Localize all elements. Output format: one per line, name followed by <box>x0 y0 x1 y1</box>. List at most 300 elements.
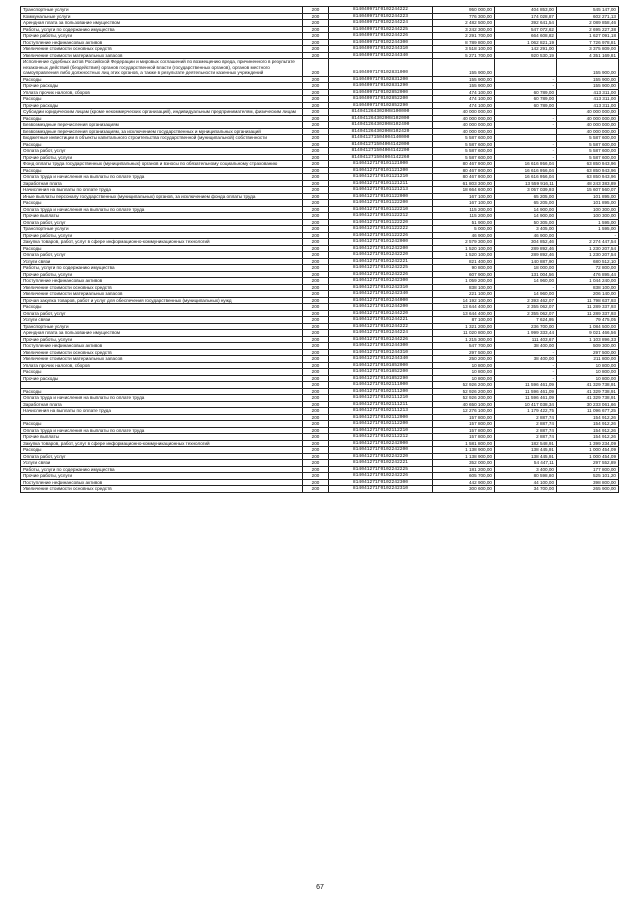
row-approved-cell: 250 200,00 <box>433 356 495 363</box>
row-approved-cell: 474 100,00 <box>433 89 495 96</box>
row-line-code-cell: 200 <box>303 356 329 363</box>
row-line-code-cell: 200 <box>303 174 329 181</box>
row-executed-cell: 80 598,80 <box>495 473 557 480</box>
row-approved-cell: 1 581 800,00 <box>433 440 495 447</box>
row-remaining-cell: - <box>557 232 619 239</box>
row-approved-cell: 821 400,00 <box>433 258 495 265</box>
row-remaining-cell: 1 595,00 <box>557 226 619 233</box>
row-line-code-cell: 200 <box>303 135 329 142</box>
row-line-code-cell: 200 <box>303 421 329 428</box>
row-name-cell: Расходы <box>21 76 303 83</box>
row-approved-cell: 3 242 300,00 <box>433 26 495 33</box>
row-name-cell: Начисления на выплаты по оплате труда <box>21 187 303 194</box>
row-approved-cell: 14 192 100,00 <box>433 297 495 304</box>
row-name-cell: Прочие выплаты <box>21 434 303 441</box>
row-line-code-cell: 200 <box>303 7 329 14</box>
row-approved-cell: 10 800,00 <box>433 362 495 369</box>
row-executed-cell: 138 445,91 <box>495 447 557 454</box>
row-approved-cell: 90 800,00 <box>433 265 495 272</box>
row-budget-code-cell: 814041271Г0101122222 <box>329 226 433 233</box>
row-line-code-cell: 200 <box>303 336 329 343</box>
row-remaining-cell: 155 900,00 <box>557 83 619 90</box>
row-executed-cell: 2 887,74 <box>495 427 557 434</box>
row-executed-cell: 65 205,00 <box>495 193 557 200</box>
row-budget-code-cell: 814040971Г0102831000 <box>329 59 433 77</box>
row-name-cell: Расходы <box>21 200 303 207</box>
row-executed-cell: 38 400,00 <box>495 343 557 350</box>
row-name-cell: Оплата работ, услуг <box>21 252 303 259</box>
row-approved-cell: 181 200,00 <box>433 466 495 473</box>
row-line-code-cell: 200 <box>303 213 329 220</box>
row-line-code-cell: 200 <box>303 102 329 109</box>
row-name-cell: Расходы <box>21 447 303 454</box>
row-line-code-cell: 200 <box>303 167 329 174</box>
row-remaining-cell: 11 096 677,25 <box>557 408 619 415</box>
row-line-code-cell: 200 <box>303 76 329 83</box>
row-remaining-cell: 177 800,00 <box>557 466 619 473</box>
row-remaining-cell: 41 329 738,91 <box>557 395 619 402</box>
row-executed-cell: 392 641,54 <box>495 20 557 27</box>
row-executed-cell: - <box>495 375 557 382</box>
row-approved-cell: 10 800,00 <box>433 369 495 376</box>
row-line-code-cell: 200 <box>303 252 329 259</box>
row-line-code-cell: 200 <box>303 375 329 382</box>
row-approved-cell: 157 800,00 <box>433 421 495 428</box>
row-remaining-cell: 525 101,20 <box>557 473 619 480</box>
row-line-code-cell: 200 <box>303 148 329 155</box>
row-line-code-cell: 200 <box>303 343 329 350</box>
row-line-code-cell: 200 <box>303 479 329 486</box>
row-approved-cell: 352 000,00 <box>433 460 495 467</box>
row-line-code-cell: 200 <box>303 382 329 389</box>
row-line-code-cell: 200 <box>303 245 329 252</box>
row-line-code-cell: 200 <box>303 96 329 103</box>
row-remaining-cell: 41 329 738,91 <box>557 382 619 389</box>
row-line-code-cell: 200 <box>303 362 329 369</box>
row-executed-cell: - <box>495 369 557 376</box>
row-budget-code-cell: 814040971Г0102852200 <box>329 96 433 103</box>
row-executed-cell: 664 608,82 <box>495 33 557 40</box>
row-approved-cell: 157 800,00 <box>433 434 495 441</box>
row-approved-cell: 80 467 900,00 <box>433 161 495 168</box>
row-approved-cell: 5 271 700,00 <box>433 52 495 59</box>
row-budget-code-cell: 814040971Г0102244224 <box>329 20 433 27</box>
row-budget-code-cell: 814040971Г0102852000 <box>329 89 433 96</box>
row-remaining-cell: 63 850 943,96 <box>557 167 619 174</box>
row-budget-code-cell: 814041271Г0102111000 <box>329 382 433 389</box>
row-approved-cell: 442 900,00 <box>433 479 495 486</box>
row-line-code-cell: 200 <box>303 109 329 116</box>
row-remaining-cell: 1 230 207,54 <box>557 245 619 252</box>
row-name-cell: Увеличение стоимости материальных запасов <box>21 356 303 363</box>
row-line-code-cell: 200 <box>303 39 329 46</box>
row-remaining-cell: 15 607 560,07 <box>557 187 619 194</box>
row-name-cell: Оплата труда и начисления на выплаты по оплате труда <box>21 206 303 213</box>
row-budget-code-cell: 814041271Г0101852290 <box>329 375 433 382</box>
row-remaining-cell: 297 500,00 <box>557 349 619 356</box>
row-name-cell: Расходы <box>21 115 303 122</box>
row-name-cell: Прочие работы, услуги <box>21 232 303 239</box>
row-remaining-cell: 40 000 000,00 <box>557 115 619 122</box>
row-executed-cell: 2 393 462,07 <box>495 297 557 304</box>
row-executed-cell: 14 900,00 <box>495 213 557 220</box>
row-approved-cell: 547 700,00 <box>433 343 495 350</box>
row-line-code-cell: 200 <box>303 46 329 53</box>
row-budget-code-cell: 814040971Г0102244223 <box>329 13 433 20</box>
row-executed-cell: 2 887,74 <box>495 421 557 428</box>
row-approved-cell: 46 900,00 <box>433 232 495 239</box>
row-line-code-cell: 200 <box>303 33 329 40</box>
row-line-code-cell: 200 <box>303 258 329 265</box>
row-line-code-cell: 200 <box>303 291 329 298</box>
table-body <box>21 7 619 493</box>
row-remaining-cell: 5 587 600,00 <box>557 135 619 142</box>
row-budget-code-cell: 814041271504004142000 <box>329 141 433 148</box>
row-line-code-cell: 200 <box>303 161 329 168</box>
row-executed-cell: 3 057 039,93 <box>495 187 557 194</box>
row-line-code-cell: 200 <box>303 26 329 33</box>
row-executed-cell: 60 789,00 <box>495 102 557 109</box>
row-remaining-cell: 10 800,00 <box>557 362 619 369</box>
row-approved-cell: 1 321 200,00 <box>433 323 495 330</box>
row-approved-cell: 40 650 100,00 <box>433 401 495 408</box>
row-line-code-cell: 200 <box>303 83 329 90</box>
row-remaining-cell: 1 000 454,09 <box>557 453 619 460</box>
row-executed-cell: 289 892,46 <box>495 252 557 259</box>
row-name-cell: Прочие выплаты <box>21 213 303 220</box>
row-executed-cell: 44 100,00 <box>495 479 557 486</box>
row-line-code-cell: 200 <box>303 89 329 96</box>
row-line-code-cell: 200 <box>303 460 329 467</box>
row-budget-code-cell: 814040971Г0102244222 <box>329 7 433 14</box>
row-line-code-cell: 200 <box>303 395 329 402</box>
row-budget-code-cell: 814041271Г0102112210 <box>329 427 433 434</box>
row-name-cell: Начисления на выплаты по оплате труда <box>21 408 303 415</box>
row-budget-code-cell: 814041271Г0102242221 <box>329 460 433 467</box>
row-name-cell: Иные выплаты персоналу государственных (муниципальных) органов, за исключением фонда оплаты труда <box>21 193 303 200</box>
row-name-cell: Расходы <box>21 421 303 428</box>
row-line-code-cell: 200 <box>303 408 329 415</box>
row-budget-code-cell: 814041271504004142260 <box>329 154 433 161</box>
row-name-cell: Услуги связи <box>21 258 303 265</box>
row-approved-cell: 474 100,00 <box>433 102 495 109</box>
row-approved-cell: 1 138 900,00 <box>433 453 495 460</box>
budget-table-container <box>20 6 618 493</box>
row-name-cell: Оплата труда и начисления на выплаты по оплате труда <box>21 174 303 181</box>
row-approved-cell: 61 803 300,00 <box>433 180 495 187</box>
row-approved-cell: 607 900,00 <box>433 271 495 278</box>
row-budget-code-cell: 814041271Г0101242200 <box>329 245 433 252</box>
row-budget-code-cell: 814041271Г0101121200 <box>329 167 433 174</box>
row-executed-cell: 60 789,00 <box>495 96 557 103</box>
row-name-cell: Оплата труда и начисления на выплаты по оплате труда <box>21 395 303 402</box>
row-name-cell: Расходы <box>21 141 303 148</box>
row-remaining-cell: 79 475,05 <box>557 317 619 324</box>
row-approved-cell: 1 520 100,00 <box>433 252 495 259</box>
row-line-code-cell: 200 <box>303 447 329 454</box>
row-executed-cell: 3 400,00 <box>495 466 557 473</box>
row-executed-cell: 14 900,00 <box>495 206 557 213</box>
row-budget-code-cell: 814041271Г0102242310 <box>329 486 433 493</box>
row-line-code-cell: 200 <box>303 473 329 480</box>
row-line-code-cell: 200 <box>303 13 329 20</box>
row-executed-cell: 111 403,67 <box>495 336 557 343</box>
row-budget-code-cell: 814041271Г0101242220 <box>329 252 433 259</box>
row-budget-code-cell: 814041271504004142200 <box>329 148 433 155</box>
row-approved-cell: 13 644 400,00 <box>433 310 495 317</box>
row-approved-cell: 297 500,00 <box>433 349 495 356</box>
row-executed-cell: 142 291,00 <box>495 46 557 53</box>
row-line-code-cell: 200 <box>303 20 329 27</box>
row-executed-cell: 2 355 062,07 <box>495 304 557 311</box>
row-remaining-cell: 1 044 240,00 <box>557 278 619 285</box>
row-budget-code-cell: 814041271Г0101121213 <box>329 187 433 194</box>
row-executed-cell: 304 852,46 <box>495 239 557 246</box>
row-name-cell: Прочие расходы <box>21 102 303 109</box>
row-executed-cell: 182 548,91 <box>495 440 557 447</box>
row-executed-cell: 18 000,00 <box>495 265 557 272</box>
row-executed-cell: 11 596 461,09 <box>495 388 557 395</box>
row-remaining-cell: 155 900,00 <box>557 76 619 83</box>
row-budget-code-cell: 814041271Г0101121211 <box>329 180 433 187</box>
row-budget-code-cell: 814041271Г0102112212 <box>329 434 433 441</box>
row-executed-cell: 65 205,00 <box>495 200 557 207</box>
row-remaining-cell: 155 900,00 <box>557 59 619 77</box>
row-approved-cell: 167 100,00 <box>433 200 495 207</box>
row-remaining-cell: 11 289 337,93 <box>557 304 619 311</box>
row-name-cell: Заработная плата <box>21 401 303 408</box>
row-executed-cell: - <box>495 83 557 90</box>
row-remaining-cell: 11 798 637,93 <box>557 297 619 304</box>
row-name-cell: Оплата труда и начисления на выплаты по оплате труда <box>21 427 303 434</box>
row-line-code-cell: 200 <box>303 200 329 207</box>
row-remaining-cell: 10 800,00 <box>557 375 619 382</box>
row-budget-code-cell: 814041271Г0102112000 <box>329 414 433 421</box>
row-budget-code-cell: 814041271Г0102242226 <box>329 473 433 480</box>
row-executed-cell: - <box>495 141 557 148</box>
row-remaining-cell: 1 084 500,00 <box>557 323 619 330</box>
row-line-code-cell: 200 <box>303 310 329 317</box>
row-remaining-cell: 211 800,00 <box>557 356 619 363</box>
row-name-cell: Закупка товаров, работ, услуг в сфере информационно-коммуникационных технологий <box>21 239 303 246</box>
row-name-cell: Коммунальные услуги <box>21 13 303 20</box>
row-remaining-cell: 413 311,00 <box>557 89 619 96</box>
row-name-cell: Прочие работы, услуги <box>21 473 303 480</box>
row-budget-code-cell: 814040971Г0102244340 <box>329 52 433 59</box>
row-approved-cell: 605 700,00 <box>433 473 495 480</box>
row-name-cell: Прочие работы, услуги <box>21 33 303 40</box>
row-remaining-cell: 398 800,00 <box>557 479 619 486</box>
row-budget-code-cell: 814040971Г0102244225 <box>329 26 433 33</box>
row-executed-cell: 1 179 422,75 <box>495 408 557 415</box>
row-executed-cell: 10 417 038,34 <box>495 401 557 408</box>
row-approved-cell: 115 200,00 <box>433 213 495 220</box>
row-budget-code-cell: 814041271Г0101244222 <box>329 323 433 330</box>
row-line-code-cell: 200 <box>303 271 329 278</box>
row-remaining-cell: 7 726 978,81 <box>557 39 619 46</box>
row-executed-cell: - <box>495 284 557 291</box>
row-budget-code-cell: 814041271Г0101122220 <box>329 219 433 226</box>
row-line-code-cell: 200 <box>303 232 329 239</box>
row-remaining-cell: 100 300,00 <box>557 213 619 220</box>
row-budget-code-cell: 814041264302008102420 <box>329 128 433 135</box>
row-name-cell: Расходы <box>21 388 303 395</box>
row-budget-code-cell: 814041271Г0101244000 <box>329 297 433 304</box>
row-line-code-cell: 200 <box>303 440 329 447</box>
row-remaining-cell: 4 351 169,81 <box>557 52 619 59</box>
row-line-code-cell: 200 <box>303 278 329 285</box>
row-executed-cell: 16 616 956,04 <box>495 161 557 168</box>
row-name-cell: Транспортные услуги <box>21 226 303 233</box>
row-remaining-cell: 1 000 454,09 <box>557 447 619 454</box>
row-remaining-cell: 154 912,26 <box>557 434 619 441</box>
row-line-code-cell: 200 <box>303 193 329 200</box>
row-executed-cell: 50 305,00 <box>495 219 557 226</box>
row-name-cell: Исполнение судебных актов Российской Федерации и мировых соглашений по возмещению вреда, причиненного в результате незаконных действий (бездействия) органов государственной власти (государственных органов), органов местного самоуправления либо должностных лиц этих органов, а также в результате деятельности казенных учреждений <box>21 59 303 77</box>
row-budget-code-cell: 814041271Г0101242310 <box>329 284 433 291</box>
row-line-code-cell: 200 <box>303 330 329 337</box>
row-executed-cell: 13 559 916,11 <box>495 180 557 187</box>
row-budget-code-cell: 814040971Г0102852290 <box>329 102 433 109</box>
row-executed-cell: 138 445,91 <box>495 453 557 460</box>
row-budget-code-cell: 814041271Г0101122210 <box>329 206 433 213</box>
row-budget-code-cell: 814041271Г0101242226 <box>329 271 433 278</box>
row-budget-code-cell: 814041271Г0102242300 <box>329 479 433 486</box>
row-remaining-cell: 2 089 858,46 <box>557 20 619 27</box>
row-approved-cell: 155 900,00 <box>433 76 495 83</box>
row-approved-cell: 5 587 600,00 <box>433 135 495 142</box>
row-approved-cell: 40 000 000,00 <box>433 122 495 129</box>
row-name-cell: Оплата работ, услуг <box>21 453 303 460</box>
row-executed-cell: 174 028,87 <box>495 13 557 20</box>
row-remaining-cell: 265 900,00 <box>557 486 619 493</box>
row-remaining-cell: 5 587 600,00 <box>557 154 619 161</box>
row-name-cell: Работы, услуги по содержанию имущества <box>21 265 303 272</box>
row-remaining-cell: 10 800,00 <box>557 369 619 376</box>
row-line-code-cell: 200 <box>303 226 329 233</box>
row-budget-code-cell: 814041271Г0101242225 <box>329 265 433 272</box>
row-budget-code-cell: 814041271Г0101244221 <box>329 317 433 324</box>
row-approved-cell: 40 000 000,00 <box>433 128 495 135</box>
row-remaining-cell: 154 912,26 <box>557 414 619 421</box>
row-remaining-cell: 40 000 000,00 <box>557 128 619 135</box>
row-name-cell: Арендная плата за пользование имуществом <box>21 330 303 337</box>
row-name-cell: Оплата работ, услуг <box>21 310 303 317</box>
row-remaining-cell: 1 103 896,33 <box>557 336 619 343</box>
row-budget-code-cell: 814041271Г0101852200 <box>329 369 433 376</box>
row-executed-cell: 16 616 956,04 <box>495 174 557 181</box>
row-name-cell: Уплата прочих налогов, сборов <box>21 362 303 369</box>
row-approved-cell: 8 789 800,00 <box>433 39 495 46</box>
row-name-cell: Оплата работ, услуг <box>21 148 303 155</box>
row-remaining-cell: 72 800,00 <box>557 265 619 272</box>
row-line-code-cell: 200 <box>303 187 329 194</box>
row-line-code-cell: 200 <box>303 128 329 135</box>
row-budget-code-cell: 814041271Г0101122000 <box>329 193 433 200</box>
row-budget-code-cell: 814041271Г0101244310 <box>329 349 433 356</box>
row-budget-code-cell: 814041271Г0102242200 <box>329 447 433 454</box>
row-name-cell: Прочие работы, услуги <box>21 271 303 278</box>
row-approved-cell: 52 926 200,00 <box>433 382 495 389</box>
row-budget-code-cell: 814041271Г0102242220 <box>329 453 433 460</box>
row-budget-code-cell: 814041271Г0102112200 <box>329 421 433 428</box>
row-executed-cell: 11 596 461,09 <box>495 395 557 402</box>
row-executed-cell: 14 960,00 <box>495 278 557 285</box>
row-approved-cell: 1 520 100,00 <box>433 245 495 252</box>
row-executed-cell: 14 960,00 <box>495 291 557 298</box>
row-approved-cell: 5 587 600,00 <box>433 148 495 155</box>
row-budget-code-cell: 814040971Г0102244300 <box>329 39 433 46</box>
row-name-cell: Увеличение стоимости материальных запасов <box>21 52 303 59</box>
row-remaining-cell: 1 230 207,54 <box>557 252 619 259</box>
row-approved-cell: 950 000,00 <box>433 7 495 14</box>
row-line-code-cell: 200 <box>303 52 329 59</box>
row-approved-cell: 5 587 600,00 <box>433 154 495 161</box>
row-name-cell: Увеличение стоимости основных средств <box>21 349 303 356</box>
row-line-code-cell: 200 <box>303 388 329 395</box>
row-executed-cell: 11 596 461,09 <box>495 382 557 389</box>
row-budget-code-cell: 814041271504004140000 <box>329 135 433 142</box>
row-name-cell: Транспортные услуги <box>21 7 303 14</box>
row-line-code-cell: 200 <box>303 180 329 187</box>
row-remaining-cell: 101 895,00 <box>557 193 619 200</box>
row-approved-cell: 12 276 100,00 <box>433 408 495 415</box>
row-budget-code-cell: 814041271Г0102111210 <box>329 395 433 402</box>
row-budget-code-cell: 814041271Г0102242000 <box>329 440 433 447</box>
row-remaining-cell: 40 000 000,00 <box>557 109 619 116</box>
row-line-code-cell: 200 <box>303 486 329 493</box>
row-line-code-cell: 200 <box>303 453 329 460</box>
row-remaining-cell: 48 243 383,89 <box>557 180 619 187</box>
row-approved-cell: 11 020 800,00 <box>433 330 495 337</box>
row-executed-cell: 38 400,00 <box>495 356 557 363</box>
row-approved-cell: 157 800,00 <box>433 414 495 421</box>
row-name-cell: Расходы <box>21 245 303 252</box>
row-budget-code-cell: 814041271Г0101121000 <box>329 161 433 168</box>
row-executed-cell: 34 700,00 <box>495 486 557 493</box>
row-remaining-cell: 101 895,00 <box>557 200 619 207</box>
row-name-cell: Прочие работы, услуги <box>21 336 303 343</box>
row-executed-cell: 236 700,00 <box>495 323 557 330</box>
row-line-code-cell: 200 <box>303 265 329 272</box>
row-remaining-cell: 206 140,00 <box>557 291 619 298</box>
row-approved-cell: 3 518 100,00 <box>433 46 495 53</box>
row-executed-cell: 7 624,95 <box>495 317 557 324</box>
row-budget-code-cell: 814040971Г0102831290 <box>329 83 433 90</box>
row-remaining-cell: 63 850 943,96 <box>557 161 619 168</box>
row-remaining-cell: 602 271,13 <box>557 13 619 20</box>
row-executed-cell: - <box>495 122 557 129</box>
row-approved-cell: 300 600,00 <box>433 486 495 493</box>
row-remaining-cell: 30 233 061,66 <box>557 401 619 408</box>
row-remaining-cell: 2 695 227,38 <box>557 26 619 33</box>
row-budget-code-cell: 814040971Г0102244310 <box>329 46 433 53</box>
row-approved-cell: 80 467 900,00 <box>433 167 495 174</box>
row-approved-cell: 87 100,00 <box>433 317 495 324</box>
row-line-code-cell: 200 <box>303 141 329 148</box>
row-executed-cell: 54 447,11 <box>495 460 557 467</box>
row-name-cell: Увеличение стоимости основных средств <box>21 284 303 291</box>
row-approved-cell: 18 664 600,00 <box>433 187 495 194</box>
row-name-cell: Субсидии юридическим лицам (кроме некоммерческих организаций), индивидуальным предпринимателям, физическим лицам <box>21 109 303 116</box>
row-approved-cell: 10 800,00 <box>433 375 495 382</box>
row-budget-code-cell: 814041271Г0101244340 <box>329 356 433 363</box>
row-approved-cell: 40 000 000,00 <box>433 115 495 122</box>
row-line-code-cell: 200 <box>303 434 329 441</box>
row-budget-code-cell: 814040971Г0102831200 <box>329 76 433 83</box>
row-name-cell: Заработная плата <box>21 180 303 187</box>
row-remaining-cell: 1 399 234,09 <box>557 440 619 447</box>
